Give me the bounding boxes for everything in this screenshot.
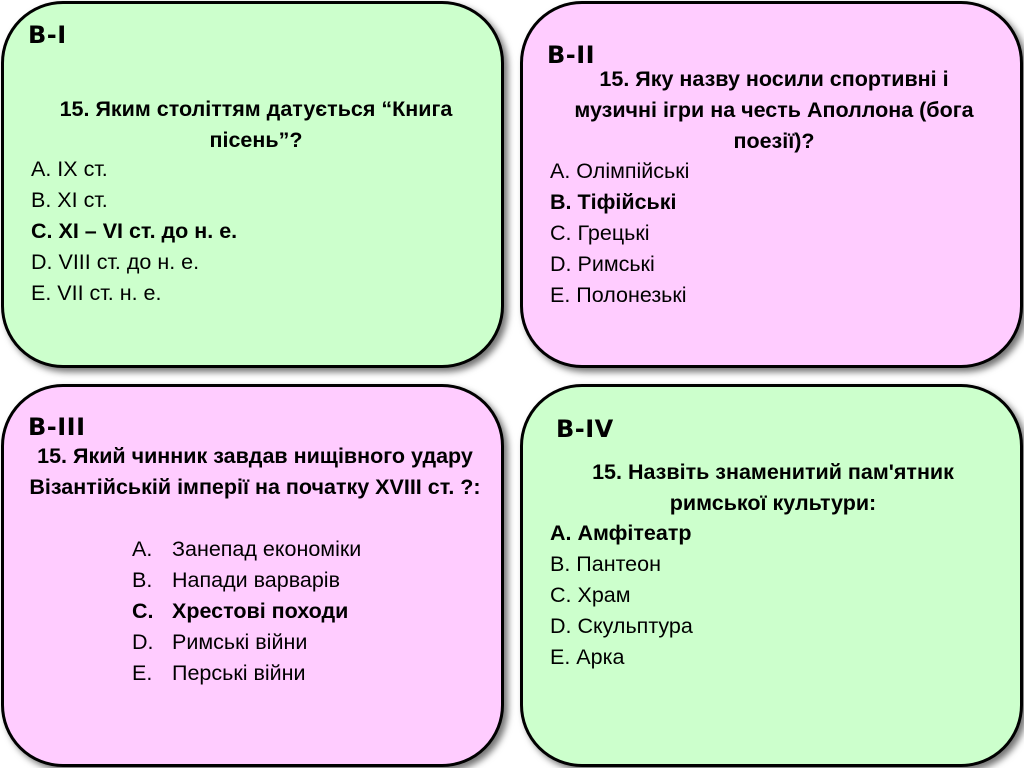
- question-text: 15. Який чинник завдав нищівного удару Візантійській імперії на початку XVIII ст. ?:: [29, 444, 481, 499]
- option-b: [132, 565, 361, 596]
- answer-options: [31, 154, 237, 309]
- option-d: [132, 627, 361, 658]
- option-letter: E.: [132, 661, 153, 685]
- option-text: Занепад економіки: [172, 537, 362, 561]
- option-letter: D.: [132, 630, 154, 654]
- option-text: Напади варварів: [172, 568, 341, 592]
- option-text: Хрестові походи: [172, 599, 349, 623]
- option-c: [132, 596, 361, 627]
- option-a: [132, 534, 361, 565]
- option-c: C. XI – VI ст. до н. е.: [31, 219, 238, 243]
- answer-options: [550, 518, 693, 673]
- option-text: Римські війни: [172, 630, 308, 654]
- option-b: B. Пантеон: [550, 552, 661, 576]
- option-a: A. Олімпійські: [550, 159, 690, 183]
- option-d: D. Скульптура: [550, 614, 693, 638]
- quiz-card-variant-4: [520, 384, 1023, 767]
- question-text: 15. Яким століттям датується “Книга пісень”?: [59, 97, 453, 152]
- answer-options: [550, 156, 689, 311]
- option-a: A. IX ст.: [31, 157, 108, 181]
- option-d: D. Римські: [550, 252, 655, 276]
- question-text: 15. Назвіть знаменитий пам'ятник римської культури:: [592, 460, 954, 515]
- answer-options: [132, 534, 361, 689]
- option-d: D. VIII ст. до н. е.: [31, 250, 200, 274]
- option-e: E. Арка: [550, 645, 625, 669]
- option-b: B. Тіфійські: [550, 190, 677, 214]
- option-c: C. Грецькі: [550, 221, 650, 245]
- option-letter: A.: [132, 537, 153, 561]
- option-e: E. Полонезькі: [550, 283, 687, 307]
- quiz-card-variant-2: [520, 1, 1023, 368]
- variant-label: В-I: [28, 21, 67, 49]
- variant-label: В-III: [28, 413, 86, 441]
- option-e: E. VII ст. н. е.: [31, 281, 162, 305]
- option-e: [132, 658, 361, 689]
- quiz-card-variant-3: [1, 384, 504, 767]
- variant-label: В-II: [547, 41, 596, 69]
- quiz-card-variant-1: [1, 1, 504, 368]
- option-text: Перські війни: [172, 661, 306, 685]
- option-letter: B.: [132, 568, 153, 592]
- option-a: A. Амфітеатр: [550, 521, 692, 545]
- question-text: 15. Яку назву носили спортивні і музичні ігри на честь Аполлона (бога поезії)?: [574, 67, 974, 153]
- variant-label: В-IV: [556, 415, 614, 443]
- option-c: C. Храм: [550, 583, 631, 607]
- option-b: B. XI ст.: [31, 188, 108, 212]
- option-letter: C.: [132, 599, 154, 623]
